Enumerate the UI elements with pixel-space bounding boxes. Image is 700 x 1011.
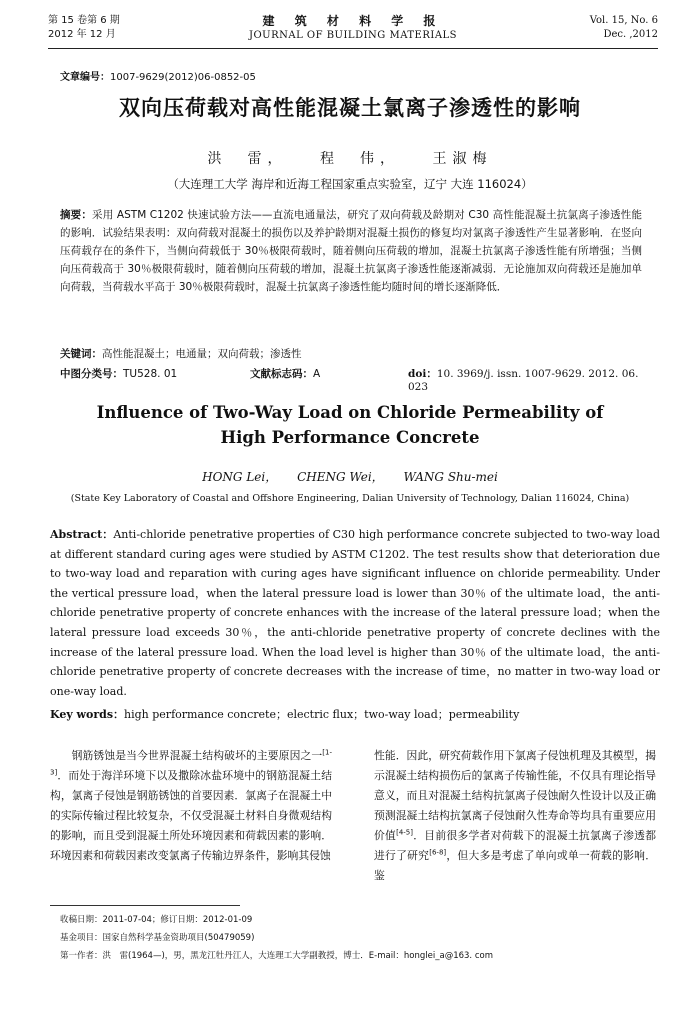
abstract-label-cn: 摘要： — [60, 209, 93, 221]
abstract-label-en: Abstract： — [50, 528, 114, 541]
footnotes — [60, 911, 660, 965]
author-cn: 洪 雷， — [207, 151, 288, 167]
title-cn: 双向压荷载对高性能混凝土氯离子渗透性的影响 — [119, 96, 581, 120]
body-text: 性能．因此，研究荷载作用下氯离子侵蚀机理及其模型，揭示混凝土结构损伤后的氯离子传输性能，不仅具有理论指导意义，而且对混凝土结构抗氯离子侵蚀耐久性设计以及正确预测混凝土结构抗氯离子侵蚀耐久性寿命等均具有重要应用价值 — [374, 749, 656, 842]
header-issue-en — [590, 14, 658, 42]
journal-name-cn: 建 筑 材 料 学 报 — [262, 14, 444, 28]
header-volume-cn: 第 15 卷第 6 期 — [48, 15, 120, 26]
article-number-value: 1007-9629(2012)06-0852-05 — [110, 72, 256, 83]
author-cn: 王淑梅 — [432, 151, 493, 167]
title-en-line-1: Influence of Two-Way Load on Chloride Permeability of — [96, 403, 604, 422]
footnote-author: 第一作者：洪 雷(1964—)，男，黑龙江牡丹江人，大连理工大学副教授，博士．E-mail：honglei_a@163. com — [60, 951, 493, 961]
abstract-text-en: Anti-chloride penetrative properties of C30 high performance concrete subjected to two-way load at different standard curing ages were studied by ASTM C1202. The test results show that deterioration due to two-way load and reparation with curing ages have significant influence on chloride permeability. Under the vertical pressure load，when the lateral pressure load is lower than 30％ of the ultimate load，the anti-chloride penetrative property of concrete enhances with the increase of the lateral pressure load；when the lateral pressure load exceeds 30％，the anti-chloride penetrative property of concrete declines with the increase of the lateral pressure load. When the load level is higher than 30％ of the ultimate load，the anti-chloride penetrative property of concrete decreases with the increase of time，no matter in two-way load or one-way load. — [50, 528, 660, 698]
header-date-cn: 2012 年 12 月 — [48, 29, 116, 40]
title-en — [0, 400, 700, 450]
affiliation-cn: （大连理工大学 海岸和近海工程国家重点实验室，辽宁 大连 116024） — [167, 177, 533, 191]
author-en: WANG Shu-mei — [403, 470, 498, 484]
doi — [408, 366, 642, 393]
affiliation-en: (State Key Laboratory of Coastal and Offshore Engineering, Dalian University of Technology, Dalian 116024, China) — [70, 493, 630, 504]
author-en: CHENG Wei， — [297, 470, 384, 484]
footnote-received: 收稿日期：2011-07-04；修订日期：2012-01-09 — [60, 915, 253, 925]
doi-label: doi： — [408, 368, 437, 380]
article-number-label: 文章编号： — [60, 72, 110, 83]
running-header — [48, 14, 658, 48]
abstract-cn — [60, 206, 642, 296]
clc-label: 中图分类号： — [60, 368, 123, 380]
citation: [6-8] — [429, 848, 447, 857]
title-en-line-2: High Performance Concrete — [220, 428, 480, 447]
body-column-right — [374, 746, 656, 886]
abstract-text-cn: 采用 ASTM C1202 快速试验方法——直流电通量法，研究了双向荷载及龄期对 C30 高性能混凝土抗氯离子渗透性能的影响．试验结果表明：双向荷载对混凝土的损伤以及养护龄期对混凝土损伤的修复均对氯离子渗透性产生显著影响．在竖向压荷载存在的条件下，当侧向荷载低于 30％极限荷载时，随着侧向压荷载的增加，混凝土抗氯离子渗透性能有所增强；当侧向压荷载高于 30％极限荷载时，随着侧向压荷载的增加，混凝土抗氯离子渗透性能逐渐减弱．无论施加双向荷载还是施加单向荷载，当荷载水平高于 30％极限荷载时，混凝土抗氯离子渗透性能均随时间的增长逐渐降低． — [60, 209, 642, 293]
document-code-label: 文献标志码： — [250, 368, 313, 380]
header-volume-en: Vol. 15, No. 6 — [589, 15, 658, 26]
document-code — [250, 366, 320, 381]
footnote-fund: 基金项目：国家自然科学基金资助项目(50479059) — [60, 933, 255, 943]
citation: [4-5] — [396, 828, 413, 837]
keywords-en — [50, 706, 660, 722]
body-text: ．目前很多学者对荷载下的混凝土抗氯离子渗透都进行了研究 — [374, 829, 657, 862]
footnote-rule — [50, 905, 240, 906]
header-rule — [48, 48, 658, 49]
author-cn: 程 伟， — [320, 151, 400, 167]
keywords-text-cn: 高性能混凝土；电通量；双向荷载；渗透性 — [102, 348, 302, 360]
citation: [1-3] — [50, 748, 332, 777]
doi-value: 10. 3969/j. issn. 1007-9629. 2012. 06. 023 — [408, 368, 639, 393]
body-text: 钢筋锈蚀是当今世界混凝土结构破坏的主要原因之一 — [71, 749, 323, 762]
body-column-left — [50, 746, 332, 866]
authors-cn — [0, 148, 700, 168]
body-text: ．而处于海洋环境下以及撒除冰盐环境中的钢筋混凝土结构，氯离子侵蚀是钢筋锈蚀的首要因素．氯离子在混凝土中的实际传输过程比较复杂，不仅受混凝土材料自身微观结构的影响，而且受到混凝土所处环境因素和荷载因素的影响．环境因素和荷载因素改变氯离子传输边界条件，影响其侵蚀 — [50, 769, 332, 862]
clc-value: TU528. 01 — [123, 368, 178, 380]
keywords-text-en: high performance concrete；electric flux；two-way load；permeability — [124, 708, 520, 721]
document-code-value: A — [313, 368, 321, 380]
header-date-en: Dec. ,2012 — [603, 29, 658, 40]
author-en: HONG Lei， — [202, 470, 278, 484]
authors-en — [0, 468, 700, 485]
keywords-label-cn: 关键词： — [60, 348, 102, 360]
abstract-en — [50, 525, 660, 701]
keywords-label-en: Key words： — [50, 708, 125, 721]
clc-number — [60, 366, 177, 381]
article-number — [60, 68, 256, 83]
keywords-cn — [60, 346, 642, 361]
body-text: ，但大多是考虑了单向或单一荷载的影响．鉴 — [374, 849, 657, 882]
journal-name-en: JOURNAL OF BUILDING MATERIALS — [248, 30, 458, 41]
header-journal — [48, 14, 658, 42]
